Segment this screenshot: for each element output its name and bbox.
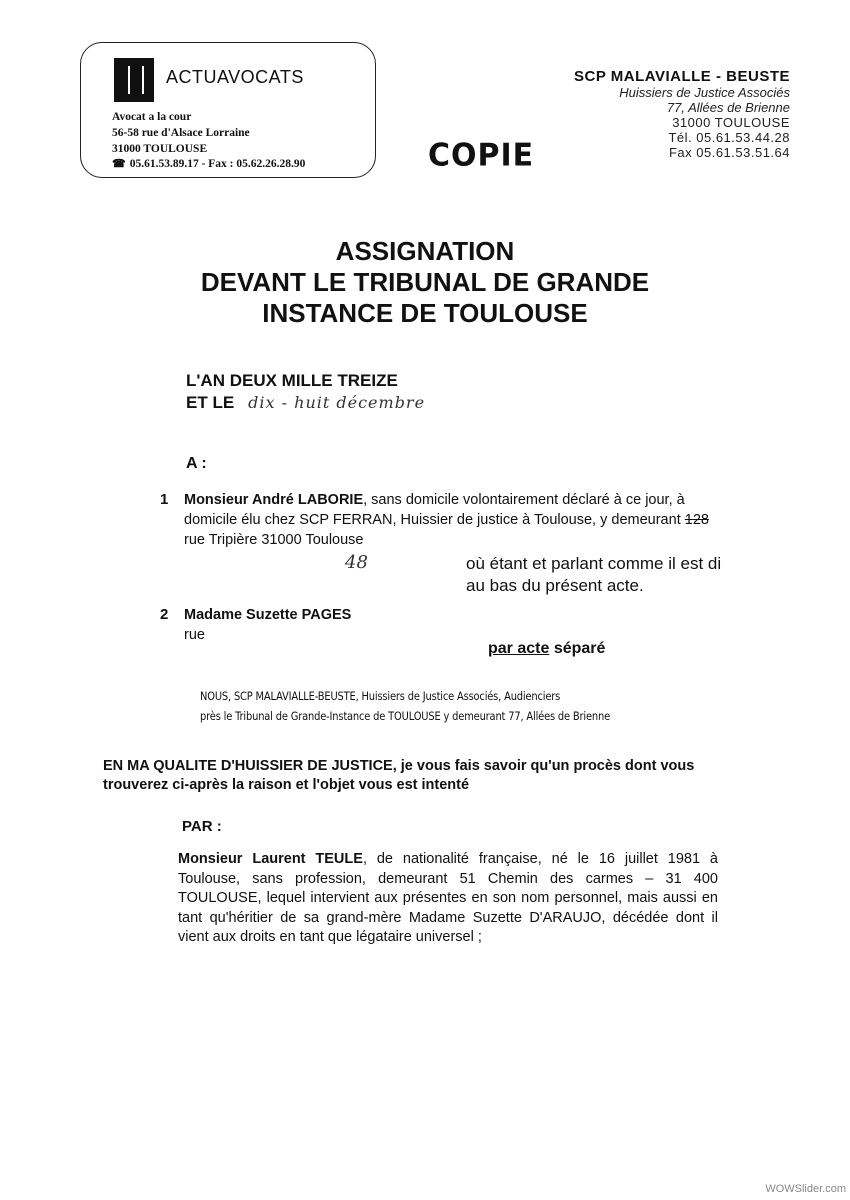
party-1-handwritten-number: 48 <box>345 552 368 573</box>
party-1-note-line-2: au bas du présent acte. <box>466 576 644 595</box>
party-1-name: Monsieur André LABORIE <box>184 492 364 508</box>
date-day-label: ET LE <box>186 393 235 412</box>
party-2-number: 2 <box>160 606 169 623</box>
party-2-note-rest: séparé <box>549 640 606 657</box>
party-2-street: rue <box>184 627 205 643</box>
watermark: WOWSlider.com <box>765 1183 846 1195</box>
firm-line-3: 31000 TOULOUSE <box>112 143 208 155</box>
huissier-fax: Fax 05.61.53.51.64 <box>668 145 790 160</box>
huissier-stamp-line-1: NOUS, SCP MALAVIALLE-BEUSTE, Huissiers de Justice Associés, Audienciers <box>200 689 561 703</box>
firm-name: ACTUAVOCATS <box>166 67 304 87</box>
title-line-1: ASSIGNATION <box>335 236 515 266</box>
to-label: A : <box>186 455 207 472</box>
qualite-paragraph <box>103 757 753 795</box>
huissier-city: 31000 TOULOUSE <box>672 115 790 130</box>
firm-contact-text: 05.61.53.89.17 - Fax : 05.62.26.28.90 <box>129 158 306 170</box>
huissier-stamp-line-2: près le Tribunal de Grande-Instance de TOULOUSE y demeurant 77, Allées de Brienne <box>200 709 611 723</box>
huissier-tel: Tél. 05.61.53.44.28 <box>668 130 790 145</box>
copie-stamp: COPIE <box>428 137 535 174</box>
phone-icon: ☎ <box>112 158 126 170</box>
party-2-name: Madame Suzette PAGES <box>184 607 352 623</box>
huissier-stamp <box>200 686 610 726</box>
party-1-text <box>184 490 714 550</box>
party-1-desc: , sans domicile volontairement déclaré à ce jour, à domicile élu chez SCP FERRAN, Huissier de justice à Toulouse, y demeurant <box>184 492 685 528</box>
party-2-service-note <box>488 640 605 658</box>
qualite-bold: EN MA QUALITE D'HUISSIER DE JUSTICE <box>103 758 393 774</box>
date-handwritten: dix - huit décembre <box>248 393 426 412</box>
document-title <box>0 236 850 329</box>
date-block <box>186 370 425 414</box>
huissier-address: 77, Allées de Brienne <box>666 100 790 115</box>
huissier-name: SCP MALAVIALLE - BEUSTE <box>574 68 790 85</box>
party-2-note-underlined: par acte <box>488 640 550 657</box>
party-1-struck-number: 128 <box>684 512 709 528</box>
plaintiff-paragraph <box>178 850 718 948</box>
date-day-line <box>186 392 425 414</box>
date-year: L'AN DEUX MILLE TREIZE <box>186 371 398 390</box>
firm-logo-icon <box>114 58 154 102</box>
plaintiff-name: Monsieur Laurent TEULE <box>178 851 363 867</box>
firm-line-1: Avocat a la cour <box>112 111 192 123</box>
party-1-number: 1 <box>160 491 169 508</box>
firm-line-2: 56-58 rue d'Alsace Lorraine <box>112 127 250 139</box>
par-label: PAR : <box>182 818 222 835</box>
party-1-desc-2: rue Tripière 31000 Toulouse <box>184 532 364 548</box>
title-line-2: DEVANT LE TRIBUNAL DE GRANDE <box>200 267 650 297</box>
title-line-3: INSTANCE DE TOULOUSE <box>262 298 588 328</box>
huissier-role: Huissiers de Justice Associés <box>619 85 790 100</box>
party-1-note-line-1: où étant et parlant comme il est di <box>466 554 722 573</box>
qualite-rest: , je vous fais savoir qu'un procès dont vous trouverez ci-après la raison et l'objet vous est intenté <box>103 758 695 793</box>
party-1-service-note <box>466 553 721 597</box>
plaintiff-text: , de nationalité française, né le 16 juillet 1981 à Toulouse, sans profession, demeurant 51 Chemin des carmes – 31 400 TOULOUSE, lequel intervient aux présentes en son nom personnel, mais aussi en tant qu'héritier de sa grand-mère Madame Suzette D'ARAUJO, décédée dont il vient aux droits en tant que légataire universel ; <box>178 851 718 945</box>
party-2-text <box>184 605 584 645</box>
firm-contact <box>112 157 305 170</box>
huissier-header <box>574 68 790 160</box>
